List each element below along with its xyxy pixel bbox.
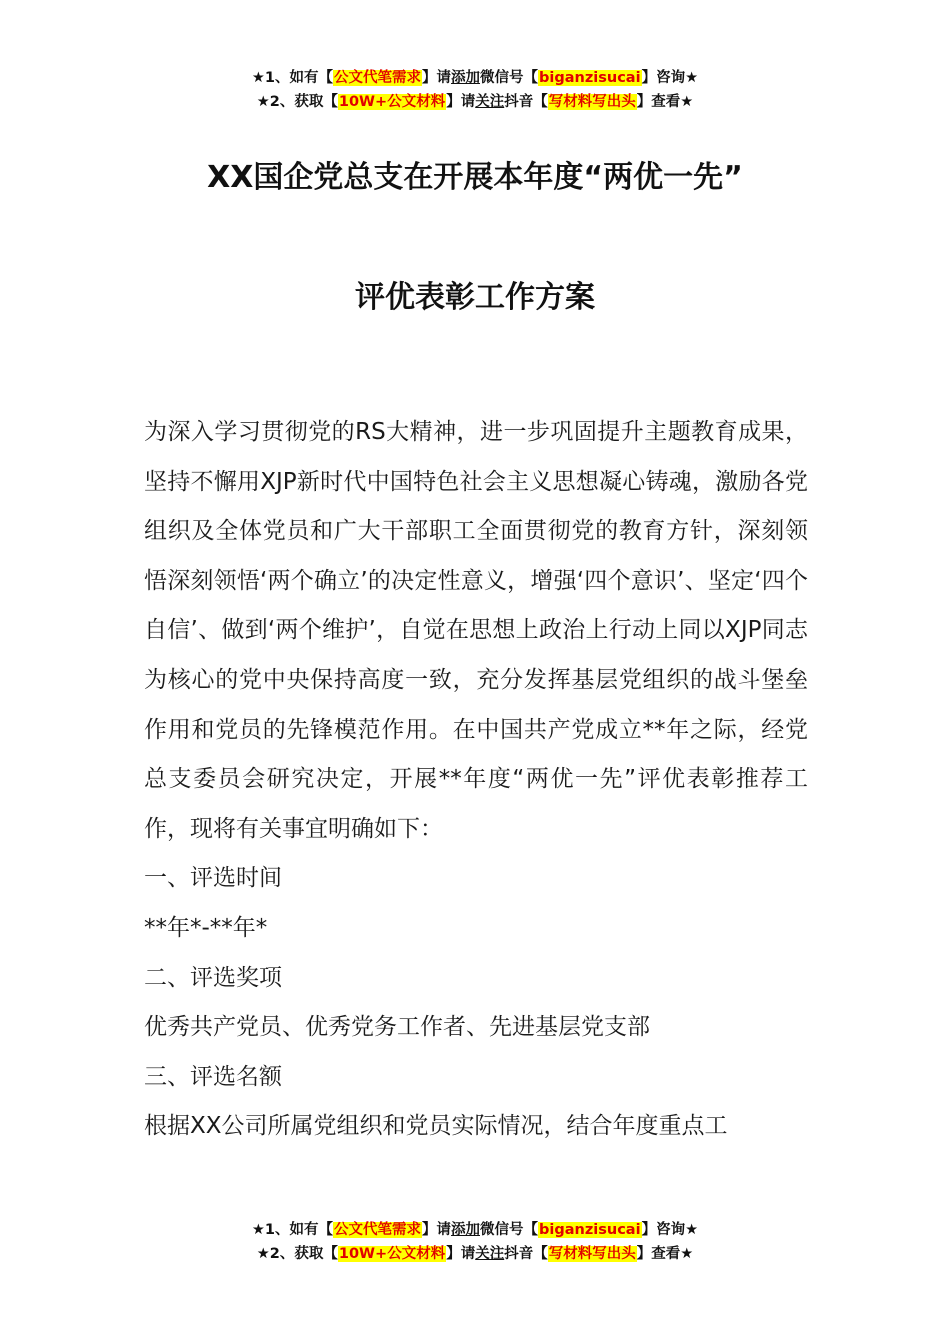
banner-text: ★1、如有【 <box>251 1222 334 1238</box>
banner-underlined: 关注 <box>475 1246 505 1262</box>
banner-text: 抖音【 <box>504 1246 548 1262</box>
section-heading-1: 一、评选时间 <box>144 865 282 892</box>
banner-line-2 <box>0 90 950 114</box>
banner-text: 】咨询★ <box>641 1222 699 1238</box>
intro-paragraph: 为深入学习贯彻党的RS大精神，进一步巩固提升主题教育成果，坚持不懈用XJP新时代中国特色社会主义思想凝心铸魂，激励各党组织及全体党员和广大干部职工全面贯彻党的教育方针，深刻领悟深刻领悟‘两个确立’的决定性意义，增强‘四个意识’、坚定‘四个自信’、做到‘两个维护’，自觉在思想上政治上行动上同以XJP同志为核心的党中央保持高度一致，充分发挥基层党组织的战斗堡垒作用和党员的先锋模范作用。在中国共产党成立**年之际，经党总支委员会研究决定，开展**年度“两优一先”评优表彰推荐工作，现将有关事宜明确如下： <box>144 419 808 842</box>
banner-text: ★1、如有【 <box>251 70 334 86</box>
banner-highlight: 公文代笔需求 <box>334 1222 422 1238</box>
banner-text: 】查看★ <box>636 1246 694 1262</box>
banner-text: 】查看★ <box>636 94 694 110</box>
banner-highlight: biganzisucai <box>539 70 641 86</box>
section-heading-2: 二、评选奖项 <box>144 964 282 991</box>
banner-highlight: 10W+公文材料 <box>338 1246 446 1262</box>
banner-underlined: 添加 <box>451 70 481 86</box>
banner-text: 】请 <box>422 70 452 86</box>
document-title-line-2: 评优表彰工作方案 <box>355 280 595 315</box>
banner-line-1 <box>0 66 950 90</box>
document-body <box>144 408 808 1152</box>
section-heading-3: 三、评选名额 <box>144 1063 282 1090</box>
banner-underlined: 关注 <box>475 94 505 110</box>
banner-highlight: 10W+公文材料 <box>338 94 446 110</box>
banner-text: 】咨询★ <box>641 70 699 86</box>
banner-line-1 <box>0 1218 950 1242</box>
header-banner <box>0 66 950 114</box>
document-title-line-1: XX国企党总支在开展本年度“两优一先” <box>207 160 743 195</box>
banner-text: ★2、获取【 <box>256 94 338 110</box>
banner-text: ★2、获取【 <box>256 1246 338 1262</box>
banner-highlight: 公文代笔需求 <box>334 70 422 86</box>
banner-text: 微信号【 <box>480 70 539 86</box>
section-text-2: 优秀共产党员、优秀党务工作者、先进基层党支部 <box>144 1014 650 1041</box>
banner-text: 】请 <box>446 94 476 110</box>
banner-text: 微信号【 <box>480 1222 539 1238</box>
banner-highlight: 写材料写出头 <box>548 94 636 110</box>
footer-banner <box>0 1218 950 1266</box>
banner-highlight: 写材料写出头 <box>548 1246 636 1262</box>
banner-highlight: biganzisucai <box>539 1222 641 1238</box>
banner-text: 】请 <box>446 1246 476 1262</box>
banner-text: 抖音【 <box>504 94 548 110</box>
banner-text: 】请 <box>422 1222 452 1238</box>
banner-line-2 <box>0 1242 950 1266</box>
section-text-3: 根据XX公司所属党组织和党员实际情况，结合年度重点工 <box>144 1113 728 1140</box>
section-text-1: **年*-**年* <box>144 914 268 941</box>
banner-underlined: 添加 <box>451 1222 481 1238</box>
